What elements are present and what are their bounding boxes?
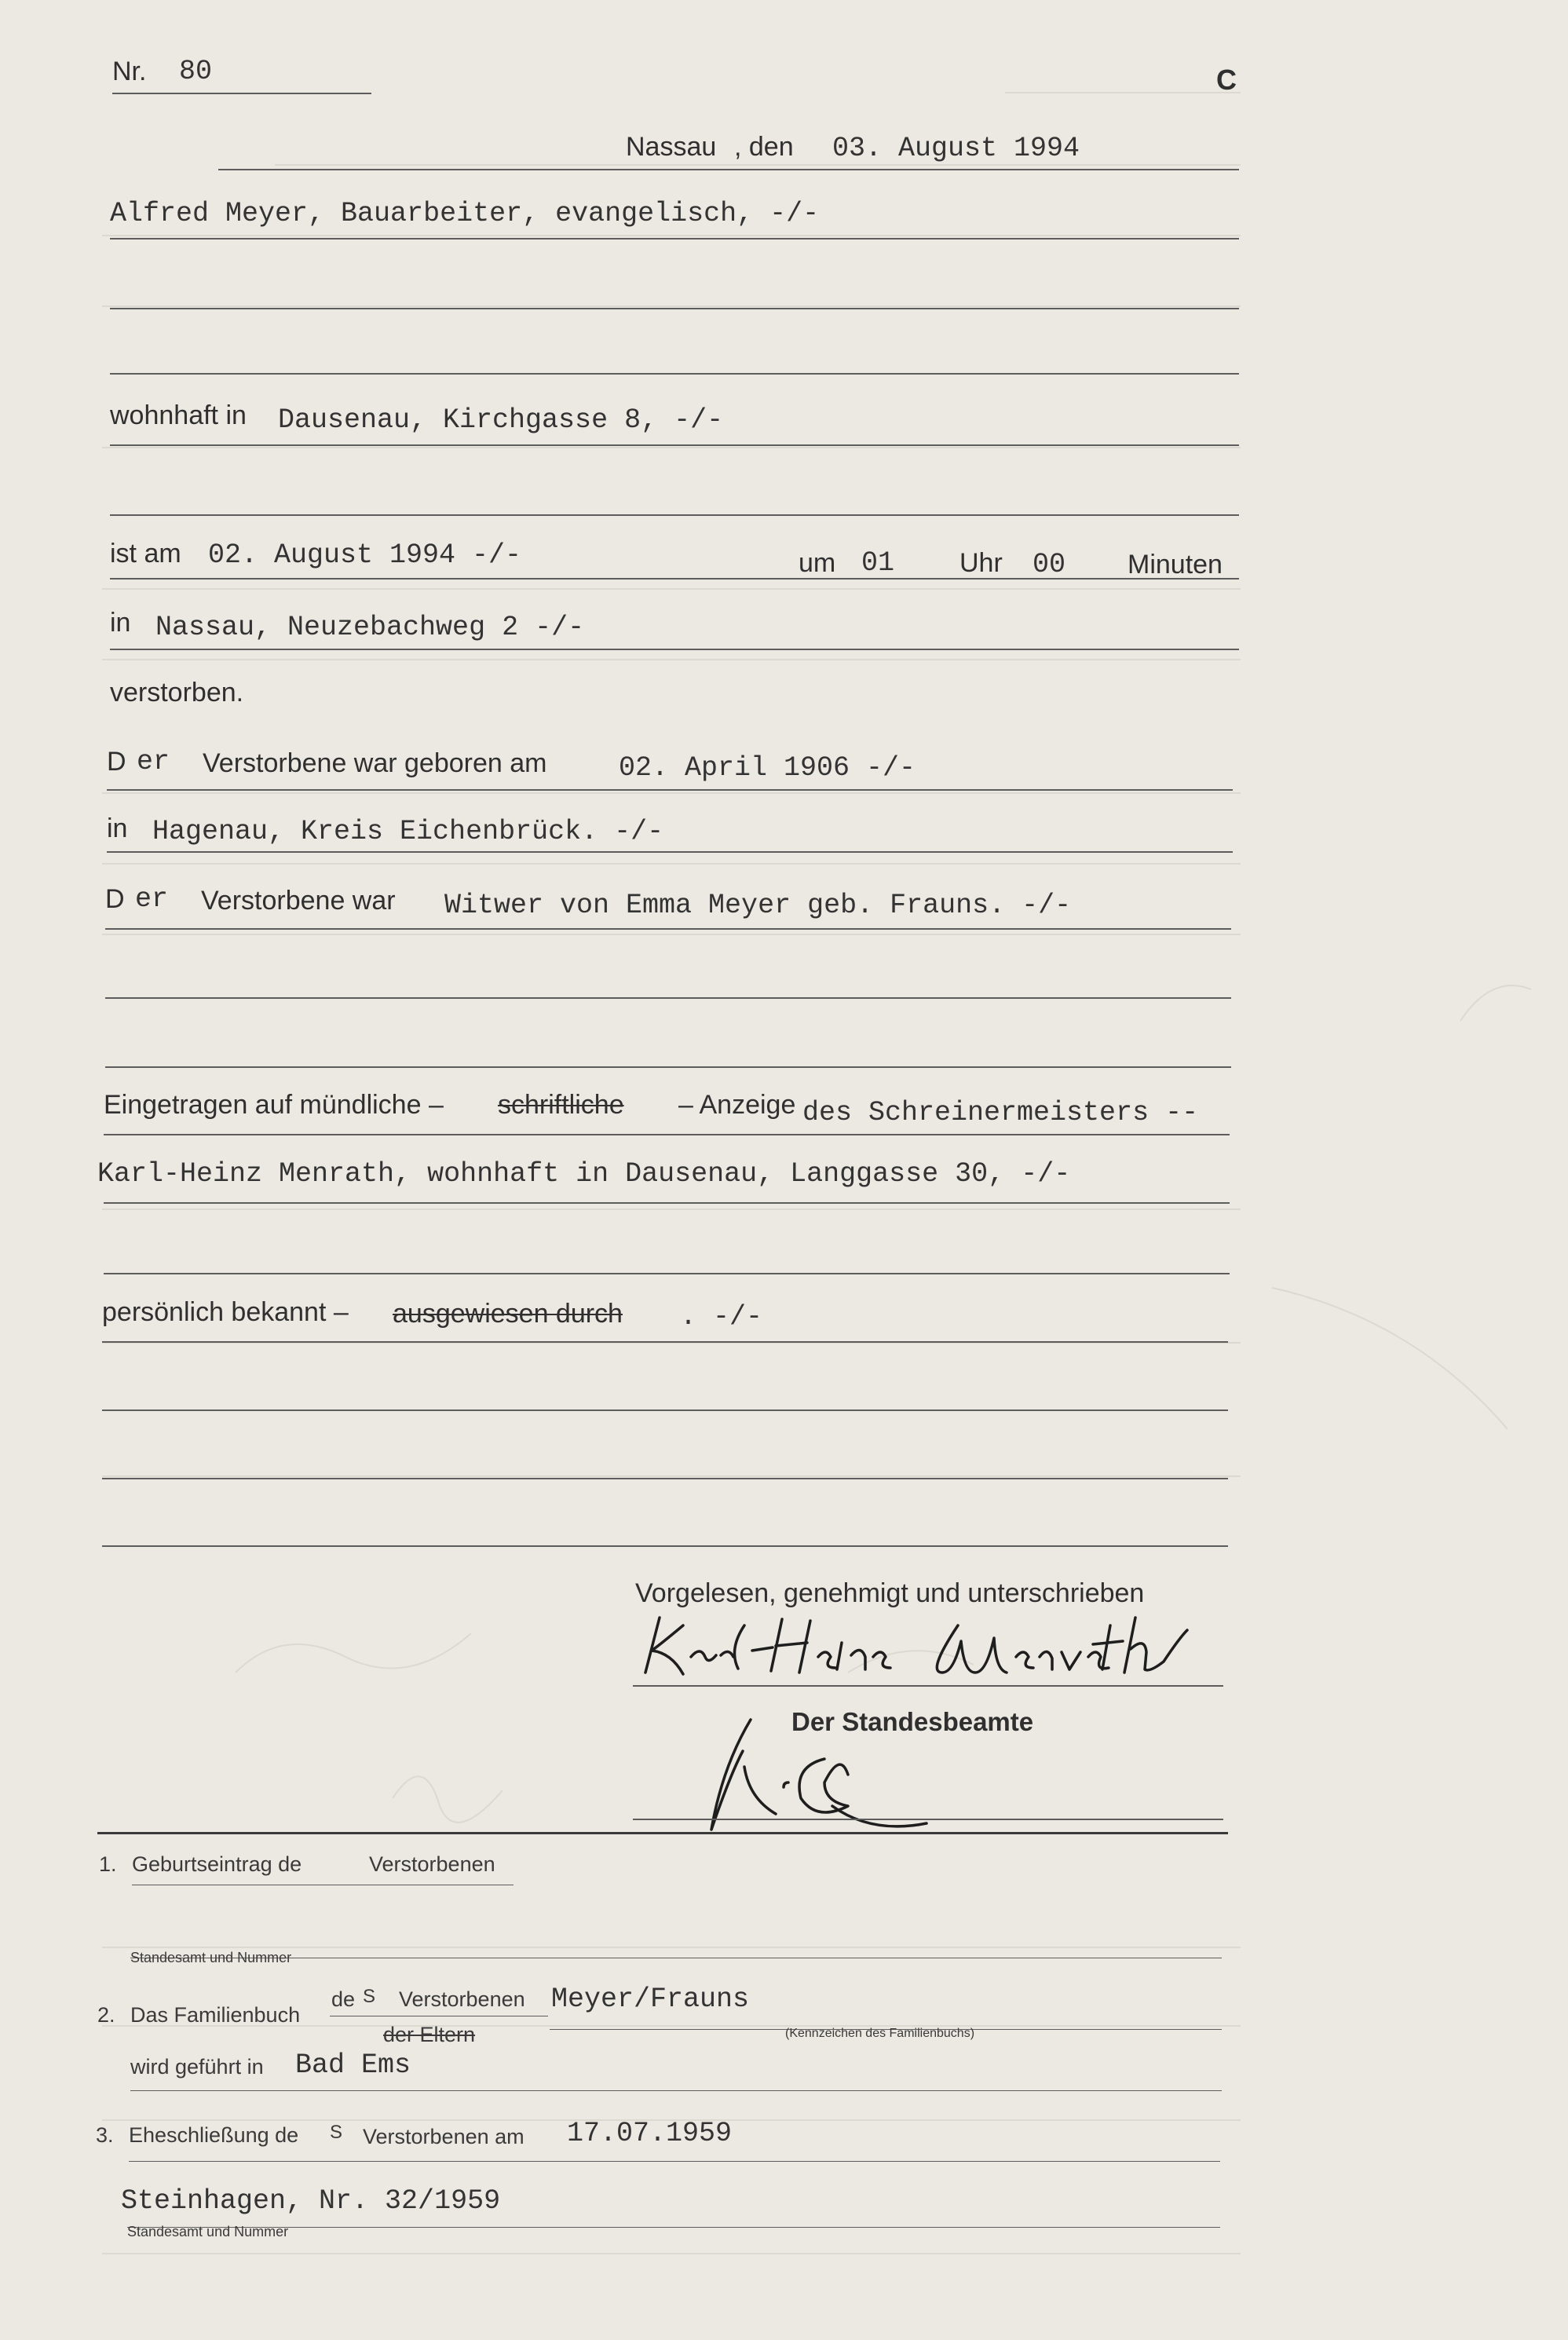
report-2-underline bbox=[104, 1202, 1230, 1204]
birth-date-underline bbox=[107, 789, 1233, 791]
form-letter: C bbox=[1216, 64, 1237, 96]
uhr-label: Uhr bbox=[959, 548, 1003, 578]
report-underline bbox=[104, 1134, 1230, 1135]
marital-label: Verstorbene war bbox=[201, 886, 396, 916]
nr-underline bbox=[112, 93, 371, 94]
note-2-place-underline bbox=[130, 2090, 1222, 2091]
read-approved-text: Vorgelesen, genehmigt und unterschrieben bbox=[635, 1578, 1145, 1608]
death-date-label: ist am bbox=[110, 539, 181, 569]
identity-underline bbox=[102, 1341, 1228, 1343]
blank-line bbox=[105, 1066, 1231, 1068]
blank-line bbox=[102, 1545, 1228, 1547]
note-3-date-value: 17.07.1959 bbox=[567, 2118, 733, 2149]
note-3-caption: Standesamt und Nummer bbox=[127, 2224, 289, 2239]
identity-label-struck: ausgewiesen durch bbox=[393, 1299, 623, 1329]
blank-line bbox=[102, 1409, 1228, 1411]
report-label-end: – Anzeige bbox=[678, 1090, 796, 1120]
death-place-label: in bbox=[110, 608, 131, 638]
verstorben-label: verstorben. bbox=[110, 678, 244, 707]
note-3-office-underline bbox=[127, 2227, 1220, 2228]
official-signature-line bbox=[633, 1819, 1223, 1820]
den-label: , den bbox=[734, 132, 794, 162]
note-2-label: Das Familienbuch bbox=[130, 2003, 301, 2027]
note-3-date-underline bbox=[129, 2161, 1220, 2162]
blank-line bbox=[102, 1478, 1228, 1479]
identity-value: . -/- bbox=[680, 1301, 763, 1333]
note-3-mid-label: Verstorbenen am bbox=[363, 2125, 524, 2148]
nr-label: Nr. bbox=[112, 57, 147, 86]
note-1-label: Geburtseintrag de bbox=[132, 1852, 302, 1876]
residence-underline bbox=[110, 444, 1239, 446]
note-3-label: Eheschließung de bbox=[129, 2123, 299, 2147]
marital-value: Witwer von Emma Meyer geb. Frauns. -/- bbox=[444, 890, 1072, 921]
blank-line bbox=[110, 373, 1239, 375]
death-place-underline bbox=[110, 649, 1239, 650]
report-value-2: Karl-Heinz Menrath, wohnhaft in Dausenau, Langgasse 30, -/- bbox=[97, 1158, 1071, 1190]
note-2-article-suffix: S bbox=[363, 1986, 376, 2007]
note-2-family-book-value: Meyer/Frauns bbox=[551, 1984, 750, 2015]
note-2-hint: (Kennzeichen des Familienbuchs) bbox=[785, 2027, 975, 2040]
death-place-value: Nassau, Neuzebachweg 2 -/- bbox=[155, 612, 585, 643]
note-2-number: 2. bbox=[97, 2003, 115, 2027]
official-title: Der Standesbeamte bbox=[791, 1707, 1034, 1736]
place-date-underline bbox=[218, 169, 1239, 170]
blank-line bbox=[110, 308, 1239, 309]
birth-date-value: 02. April 1906 -/- bbox=[619, 752, 916, 784]
birth-place-label: in bbox=[107, 814, 128, 843]
report-value-1: des Schreinermeisters -- bbox=[802, 1097, 1199, 1128]
note-1-value: Verstorbenen bbox=[369, 1852, 495, 1876]
blank-line bbox=[105, 997, 1231, 999]
report-label-start: Eingetragen auf mündliche – bbox=[104, 1090, 444, 1120]
note-2-article: de bbox=[331, 1987, 356, 2011]
marital-article-suffix: er bbox=[135, 883, 169, 915]
nr-value: 80 bbox=[179, 56, 213, 87]
note-2-place-value: Bad Ems bbox=[295, 2049, 411, 2081]
document-date: 03. August 1994 bbox=[832, 133, 1080, 164]
marital-article: D bbox=[105, 884, 125, 914]
birth-label: Verstorbene war geboren am bbox=[203, 748, 547, 778]
marital-underline bbox=[105, 928, 1231, 930]
note-2-eltern-struck: der Eltern bbox=[383, 2023, 476, 2046]
minuten-label: Minuten bbox=[1128, 550, 1223, 580]
birth-article-suffix: er bbox=[137, 746, 170, 777]
note-3-article-suffix: S bbox=[330, 2122, 343, 2143]
note-3-number: 3. bbox=[96, 2123, 114, 2147]
note-1-number: 1. bbox=[99, 1852, 117, 1876]
note-1-caption: Standesamt und Nummer bbox=[130, 1950, 292, 1965]
birth-article: D bbox=[107, 747, 126, 777]
residence-label: wohnhaft in bbox=[110, 400, 247, 430]
note-3-office-value: Steinhagen, Nr. 32/1959 bbox=[121, 2185, 501, 2217]
deceased-line: Alfred Meyer, Bauarbeiter, evangelisch, -/- bbox=[110, 198, 820, 229]
death-date-value: 02. August 1994 -/- bbox=[208, 539, 522, 571]
hour-value: 01 bbox=[861, 547, 895, 579]
informant-signature bbox=[628, 1610, 1241, 1680]
minute-value: 00 bbox=[1033, 549, 1066, 580]
residence-value: Dausenau, Kirchgasse 8, -/- bbox=[278, 404, 724, 436]
place-value: Nassau bbox=[626, 132, 717, 162]
note-2-verstorbenen: Verstorbenen bbox=[399, 1987, 525, 2011]
blank-line bbox=[104, 1273, 1230, 1274]
informant-signature-line bbox=[633, 1685, 1223, 1687]
identity-label-start: persönlich bekannt – bbox=[102, 1297, 349, 1327]
blank-line bbox=[110, 514, 1239, 516]
report-label-struck: schriftliche bbox=[498, 1090, 624, 1120]
birth-place-value: Hagenau, Kreis Eichenbrück. -/- bbox=[152, 816, 664, 847]
death-date-underline bbox=[110, 578, 1239, 580]
birth-place-underline bbox=[107, 851, 1233, 853]
note-2-wird-label: wird geführt in bbox=[130, 2055, 264, 2079]
deceased-underline bbox=[110, 238, 1239, 239]
hour-label: um bbox=[799, 548, 836, 578]
section-divider bbox=[97, 1832, 1228, 1834]
